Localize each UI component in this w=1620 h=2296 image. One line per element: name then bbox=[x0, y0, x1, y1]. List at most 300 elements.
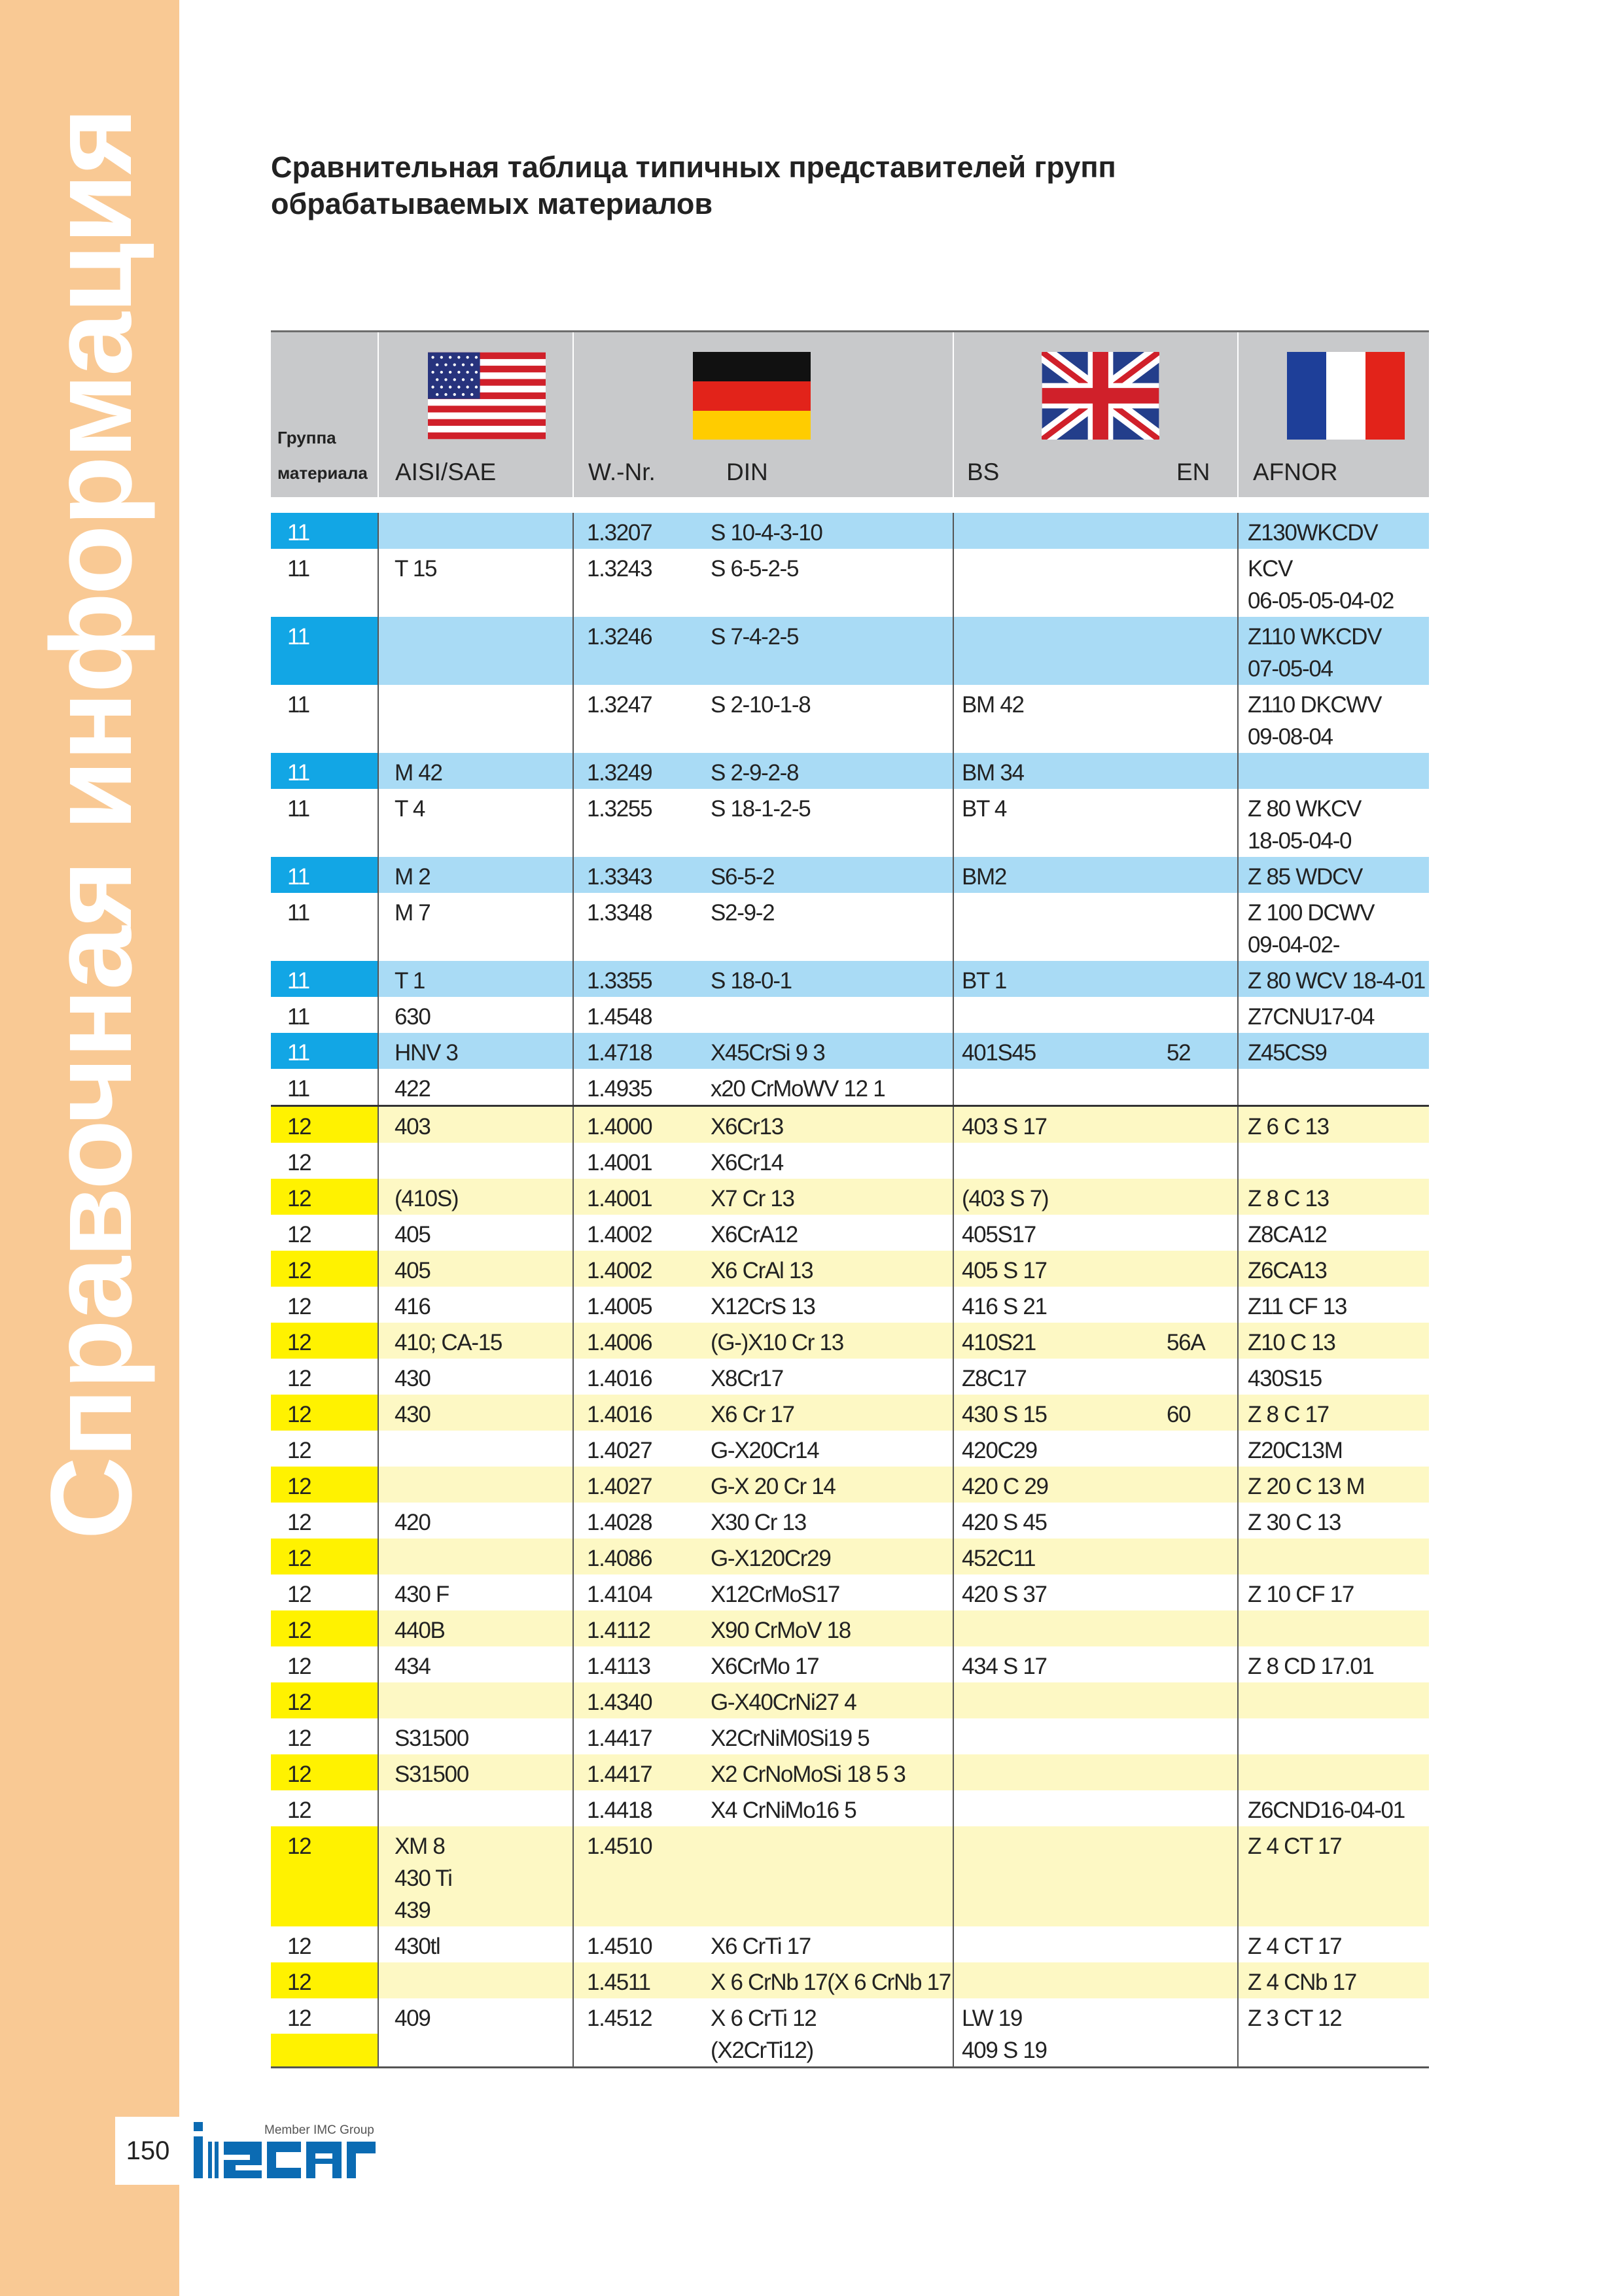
cell-group: 12 bbox=[271, 1323, 378, 1359]
cell-en bbox=[1167, 1790, 1237, 1826]
cell-aisi-line: 420 bbox=[395, 1510, 431, 1535]
cell-din bbox=[711, 1503, 953, 1539]
cell-en bbox=[1167, 685, 1237, 753]
cell-afnor bbox=[1237, 1251, 1429, 1287]
table-body bbox=[271, 513, 1429, 2066]
cell-din bbox=[711, 857, 953, 893]
cell-afnor bbox=[1237, 513, 1429, 549]
cell-din bbox=[711, 753, 953, 789]
france-flag-icon bbox=[1287, 352, 1405, 440]
cell-wnr: 1.3249 bbox=[572, 753, 711, 789]
cell-din-line: X6Cr14 bbox=[711, 1150, 783, 1175]
cell-bs-line bbox=[962, 1930, 1167, 1962]
cell-afnor bbox=[1237, 1287, 1429, 1323]
cell-en bbox=[1167, 1179, 1237, 1215]
cell-bs bbox=[953, 1682, 1167, 1718]
cell-din bbox=[711, 1395, 953, 1431]
cell-group: 11 bbox=[271, 753, 378, 789]
page-number: 150 bbox=[115, 2117, 181, 2185]
cell-din-line: X 6 CrNb 17(X 6 CrNb 17 bbox=[711, 1970, 951, 1995]
cell-afnor bbox=[1237, 549, 1429, 617]
cell-aisi-line bbox=[395, 1435, 572, 1467]
cell-din bbox=[711, 1790, 953, 1826]
cell-aisi-line: (410S) bbox=[395, 1186, 459, 1211]
cell-din bbox=[711, 1107, 953, 1143]
cell-wnr: 1.3255 bbox=[572, 789, 711, 857]
cell-en bbox=[1167, 1287, 1237, 1323]
cell-bs bbox=[953, 1467, 1167, 1503]
table-row bbox=[271, 1069, 1429, 1105]
cell-group: 12 bbox=[271, 1107, 378, 1143]
cell-bs-line bbox=[962, 621, 1167, 653]
cell-bs-line: BM2 bbox=[962, 864, 1007, 890]
cell-afnor-line bbox=[1248, 757, 1429, 789]
cell-afnor-line: Z8CA12 bbox=[1248, 1222, 1327, 1247]
cell-afnor-line: Z6CA13 bbox=[1248, 1258, 1327, 1283]
cell-bs-line: 430 S 15 bbox=[962, 1402, 1047, 1427]
cell-wnr: 1.4718 bbox=[572, 1033, 711, 1069]
table-row bbox=[271, 1179, 1429, 1215]
cell-group: 12 bbox=[287, 1798, 311, 1823]
cell-din-line: S6-5-2 bbox=[711, 864, 775, 890]
header-divider bbox=[378, 332, 379, 497]
cell-din-line: X2CrNiM0Si19 5 bbox=[711, 1726, 870, 1751]
cell-en bbox=[1167, 1574, 1237, 1610]
cell-group: 12 bbox=[271, 1395, 378, 1431]
cell-aisi bbox=[378, 1998, 572, 2066]
cell-bs-line: 420 S 37 bbox=[962, 1582, 1047, 1607]
cell-wnr: 1.4086 bbox=[572, 1539, 711, 1574]
cell-afnor bbox=[1237, 1033, 1429, 1069]
cell-group: 12 bbox=[271, 1539, 378, 1574]
cell-din bbox=[711, 1359, 953, 1395]
cell-afnor bbox=[1237, 789, 1429, 857]
cell-afnor-line: Z 85 WDCV bbox=[1248, 864, 1362, 890]
cell-group: 11 bbox=[271, 961, 378, 997]
cell-bs bbox=[953, 1179, 1167, 1215]
table-row bbox=[271, 1287, 1429, 1323]
cell-en bbox=[1167, 1646, 1237, 1682]
cell-din-line: S 2-10-1-8 bbox=[711, 692, 811, 718]
cell-en bbox=[1167, 789, 1237, 857]
table-row bbox=[271, 1395, 1429, 1431]
cell-din bbox=[711, 1323, 953, 1359]
cell-wnr: 1.4510 bbox=[572, 1826, 711, 1926]
cell-group: 12 bbox=[287, 1438, 311, 1463]
cell-afnor-line bbox=[1248, 1147, 1429, 1179]
cell-afnor-line bbox=[1248, 1722, 1429, 1754]
cell-afnor bbox=[1237, 1215, 1429, 1251]
cell-wnr: 1.3355 bbox=[572, 961, 711, 997]
cell-bs-line: 452C11 bbox=[962, 1546, 1036, 1571]
cell-din-line: X6 CrAl 13 bbox=[711, 1258, 813, 1283]
cell-din bbox=[711, 685, 953, 753]
cell-afnor bbox=[1237, 1646, 1429, 1682]
cell-afnor-line: Z 8 CD 17.01 bbox=[1248, 1654, 1374, 1679]
cell-aisi-line: 422 bbox=[395, 1076, 431, 1102]
cell-en bbox=[1167, 1069, 1237, 1105]
cell-aisi-line: 630 bbox=[395, 1004, 431, 1030]
cell-din-line: S 10-4-3-10 bbox=[711, 520, 822, 546]
cell-bs-line: 409 S 19 bbox=[962, 2038, 1047, 2063]
cell-afnor-line bbox=[1248, 1686, 1429, 1718]
cell-bs bbox=[953, 1215, 1167, 1251]
cell-bs-line bbox=[962, 1966, 1167, 1998]
cell-wnr: 1.4016 bbox=[572, 1395, 711, 1431]
cell-din bbox=[711, 997, 953, 1033]
cell-wnr: 1.4104 bbox=[572, 1574, 711, 1610]
cell-din bbox=[711, 1287, 953, 1323]
header-divider bbox=[953, 332, 954, 497]
cell-wnr: 1.4512 bbox=[572, 1998, 711, 2066]
cell-group: 12 bbox=[287, 1726, 311, 1751]
cell-bs bbox=[953, 1033, 1167, 1069]
cell-group: 11 bbox=[287, 556, 309, 582]
cell-din bbox=[711, 1033, 953, 1069]
cell-afnor bbox=[1237, 1926, 1429, 1962]
cell-en bbox=[1167, 1610, 1237, 1646]
cell-afnor bbox=[1237, 1359, 1429, 1395]
table-row bbox=[271, 1718, 1429, 1754]
cell-afnor bbox=[1237, 1467, 1429, 1503]
cell-din-line: X6Cr13 bbox=[711, 1114, 783, 1139]
cell-wnr: 1.4027 bbox=[572, 1467, 711, 1503]
cell-afnor bbox=[1237, 1503, 1429, 1539]
cell-aisi bbox=[378, 1033, 572, 1069]
header-wnr: W.-Nr. bbox=[588, 459, 656, 485]
cell-aisi-line bbox=[395, 1966, 572, 1998]
cell-aisi-line: 440B bbox=[395, 1618, 445, 1643]
header-din: DIN bbox=[726, 459, 768, 485]
cell-aisi bbox=[378, 753, 572, 789]
cell-din bbox=[711, 1539, 953, 1574]
cell-din bbox=[711, 1431, 953, 1467]
cell-din bbox=[711, 789, 953, 857]
cell-din bbox=[711, 1718, 953, 1754]
cell-aisi bbox=[378, 513, 572, 549]
cell-din-line: X45CrSi 9 3 bbox=[711, 1040, 825, 1066]
header-en: EN bbox=[1176, 459, 1210, 485]
cell-din-line: S 7-4-2-5 bbox=[711, 624, 799, 650]
page-title-line-1: Сравнительная таблица типичных представителей групп bbox=[271, 150, 1116, 184]
cell-wnr: 1.4418 bbox=[572, 1790, 711, 1826]
cell-afnor bbox=[1237, 1107, 1429, 1143]
cell-wnr: 1.3348 bbox=[572, 893, 711, 961]
cell-afnor bbox=[1237, 857, 1429, 893]
cell-aisi bbox=[378, 1215, 572, 1251]
cell-din bbox=[711, 1646, 953, 1682]
cell-bs bbox=[953, 1251, 1167, 1287]
cell-en: 56A bbox=[1167, 1330, 1205, 1355]
cell-afnor-line: Z 6 C 13 bbox=[1248, 1114, 1329, 1139]
cell-bs-line bbox=[962, 1686, 1167, 1718]
page-title-line-2: обрабатываемых материалов bbox=[271, 187, 713, 220]
table-row bbox=[271, 1359, 1429, 1395]
cell-din-line: (G-)X10 Cr 13 bbox=[711, 1330, 843, 1355]
cell-afnor-line bbox=[1248, 1073, 1429, 1105]
cell-din-line bbox=[711, 1830, 953, 1862]
cell-din bbox=[711, 617, 953, 685]
cell-din-line: X6 Cr 17 bbox=[711, 1402, 794, 1427]
cell-din bbox=[711, 549, 953, 617]
cell-bs bbox=[953, 961, 1167, 997]
cell-aisi-line bbox=[395, 1542, 572, 1574]
table-row bbox=[271, 1926, 1429, 1962]
cell-aisi-line: M 7 bbox=[395, 900, 431, 926]
cell-bs-line bbox=[962, 1830, 1167, 1862]
cell-en: 60 bbox=[1167, 1402, 1191, 1427]
cell-bs-line: 420 S 45 bbox=[962, 1510, 1047, 1535]
cell-aisi-line bbox=[395, 517, 572, 549]
cell-bs bbox=[953, 1754, 1167, 1790]
header-aisi: AISI/SAE bbox=[395, 459, 497, 485]
cell-aisi bbox=[378, 1754, 572, 1790]
cell-en bbox=[1167, 1503, 1237, 1539]
cell-aisi bbox=[378, 617, 572, 685]
cell-group: 12 bbox=[271, 1251, 378, 1287]
cell-afnor-line: 09-04-02- bbox=[1248, 932, 1340, 958]
cell-din-line: S2-9-2 bbox=[711, 900, 775, 926]
cell-wnr: 1.3207 bbox=[572, 513, 711, 549]
cell-bs-line: (403 S 7) bbox=[962, 1186, 1049, 1211]
table-row bbox=[271, 961, 1429, 997]
usa-flag-icon bbox=[428, 352, 546, 440]
cell-wnr: 1.4417 bbox=[572, 1718, 711, 1754]
cell-aisi bbox=[378, 997, 572, 1033]
cell-afnor bbox=[1237, 685, 1429, 753]
cell-afnor bbox=[1237, 1610, 1429, 1646]
cell-din-line: S 2-9-2-8 bbox=[711, 760, 799, 786]
cell-afnor-line bbox=[1248, 1542, 1429, 1574]
cell-en bbox=[1167, 617, 1237, 685]
cell-bs-line: BT 1 bbox=[962, 968, 1007, 994]
cell-group: 11 bbox=[287, 796, 309, 822]
table-row bbox=[271, 1962, 1429, 1998]
cell-din-line: x20 CrMoWV 12 1 bbox=[711, 1076, 885, 1102]
cell-group: 11 bbox=[287, 1004, 309, 1030]
cell-din-line: X7 Cr 13 bbox=[711, 1186, 794, 1211]
cell-wnr: 1.4001 bbox=[572, 1143, 711, 1179]
cell-bs bbox=[953, 1143, 1167, 1179]
cell-din-line: S 18-0-1 bbox=[711, 968, 792, 994]
comparison-table bbox=[271, 330, 1429, 2068]
cell-afnor bbox=[1237, 1682, 1429, 1718]
cell-bs bbox=[953, 1610, 1167, 1646]
cell-din-line: X12CrS 13 bbox=[711, 1294, 815, 1319]
cell-bs bbox=[953, 1646, 1167, 1682]
cell-afnor-line: Z 4 CNb 17 bbox=[1248, 1970, 1356, 1995]
cell-din bbox=[711, 1926, 953, 1962]
cell-aisi bbox=[378, 1826, 572, 1926]
cell-bs bbox=[953, 753, 1167, 789]
cell-bs bbox=[953, 1826, 1167, 1926]
cell-bs-line: 401S45 bbox=[962, 1040, 1036, 1066]
cell-group: 12 bbox=[287, 1654, 311, 1679]
table-row bbox=[271, 685, 1429, 753]
cell-din-line: G-X40CrNi27 4 bbox=[711, 1690, 856, 1715]
cell-afnor-line: Z6CND16-04-01 bbox=[1248, 1798, 1405, 1823]
cell-afnor bbox=[1237, 1998, 1429, 2066]
cell-aisi-line: S31500 bbox=[395, 1762, 468, 1787]
cell-aisi-line: M 2 bbox=[395, 864, 431, 890]
cell-afnor bbox=[1237, 1323, 1429, 1359]
cell-aisi-line: T 4 bbox=[395, 796, 425, 822]
cell-group: 12 bbox=[271, 1610, 378, 1646]
table-row bbox=[271, 1754, 1429, 1790]
cell-en bbox=[1167, 857, 1237, 893]
cell-bs-line: 405S17 bbox=[962, 1222, 1036, 1247]
cell-afnor-line: Z 80 WCV 18-4-01 bbox=[1248, 968, 1425, 994]
cell-din bbox=[711, 1179, 953, 1215]
header-divider bbox=[1237, 332, 1239, 497]
cell-bs bbox=[953, 1503, 1167, 1539]
cell-bs-line: LW 19 bbox=[962, 2006, 1023, 2031]
cell-aisi-line: XM 8 bbox=[395, 1834, 445, 1859]
table-row bbox=[271, 893, 1429, 961]
cell-din bbox=[711, 1251, 953, 1287]
cell-din-line: X6 CrTi 17 bbox=[711, 1934, 811, 1959]
cell-afnor-line: Z110 WKCDV bbox=[1248, 624, 1382, 650]
cell-aisi bbox=[378, 1467, 572, 1503]
cell-bs-line: 420C29 bbox=[962, 1438, 1037, 1463]
cell-bs bbox=[953, 1539, 1167, 1574]
cell-bs-line: 416 S 21 bbox=[962, 1294, 1047, 1319]
cell-bs bbox=[953, 1926, 1167, 1962]
cell-group: 12 bbox=[287, 1510, 311, 1535]
cell-afnor-line: Z 30 C 13 bbox=[1248, 1510, 1341, 1535]
cell-bs bbox=[953, 789, 1167, 857]
cell-din-line: X 6 CrTi 12 bbox=[711, 2006, 817, 2031]
cell-wnr: 1.3247 bbox=[572, 685, 711, 753]
cell-din-line: S 18-1-2-5 bbox=[711, 796, 811, 822]
cell-group: 11 bbox=[271, 857, 378, 893]
cell-aisi-line: S31500 bbox=[395, 1726, 468, 1751]
cell-afnor bbox=[1237, 1826, 1429, 1926]
cell-aisi-line bbox=[395, 1686, 572, 1718]
table-row bbox=[271, 1826, 1429, 1926]
cell-afnor-line: 07-05-04 bbox=[1248, 656, 1333, 682]
cell-group: 12 bbox=[271, 1467, 378, 1503]
cell-bs bbox=[953, 997, 1167, 1033]
cell-bs-line: 410S21 bbox=[962, 1330, 1036, 1355]
cell-bs-line bbox=[962, 897, 1167, 929]
table-row bbox=[271, 1143, 1429, 1179]
side-title bbox=[0, 0, 179, 2296]
cell-afnor-line: Z 10 CF 17 bbox=[1248, 1582, 1354, 1607]
cell-bs-line bbox=[962, 517, 1167, 549]
cell-en bbox=[1167, 1826, 1237, 1926]
table-row bbox=[271, 1998, 1429, 2066]
cell-afnor bbox=[1237, 617, 1429, 685]
cell-group: 12 bbox=[287, 1222, 311, 1247]
cell-bs-line: 420 C 29 bbox=[962, 1474, 1048, 1499]
cell-bs-line: 434 S 17 bbox=[962, 1654, 1047, 1679]
cell-afnor-line bbox=[1248, 1614, 1429, 1646]
cell-group: 12 bbox=[287, 1294, 311, 1319]
table-row bbox=[271, 1323, 1429, 1359]
cell-en bbox=[1167, 997, 1237, 1033]
cell-aisi-line: 430 bbox=[395, 1366, 431, 1391]
cell-din-line: (X2CrTi12) bbox=[711, 2038, 813, 2063]
cell-wnr: 1.4548 bbox=[572, 997, 711, 1033]
cell-afnor bbox=[1237, 1395, 1429, 1431]
cell-din-line: X6CrMo 17 bbox=[711, 1654, 819, 1679]
cell-en bbox=[1167, 1359, 1237, 1395]
cell-din-line: X8Cr17 bbox=[711, 1366, 783, 1391]
cell-bs bbox=[953, 1107, 1167, 1143]
cell-afnor-line: KCV bbox=[1248, 556, 1293, 582]
table-row bbox=[271, 1105, 1429, 1143]
cell-aisi-line bbox=[395, 1794, 572, 1826]
cell-bs bbox=[953, 1069, 1167, 1105]
header-group-line-1: Группа bbox=[277, 428, 336, 447]
cell-bs-line bbox=[962, 1147, 1167, 1179]
table-row bbox=[271, 513, 1429, 549]
cell-bs-line bbox=[962, 1073, 1167, 1105]
cell-din bbox=[711, 1826, 953, 1926]
cell-afnor-line: Z 4 CT 17 bbox=[1248, 1934, 1342, 1959]
cell-bs-line bbox=[962, 1001, 1167, 1033]
cell-din-line: X2 CrNoMoSi 18 5 3 bbox=[711, 1762, 906, 1787]
cell-aisi-line bbox=[395, 1470, 572, 1503]
cell-en bbox=[1167, 1143, 1237, 1179]
cell-din-line: X30 Cr 13 bbox=[711, 1510, 806, 1535]
page-title bbox=[271, 149, 1383, 222]
cell-group: 12 bbox=[287, 1582, 311, 1607]
table-row bbox=[271, 549, 1429, 617]
cell-aisi bbox=[378, 1431, 572, 1467]
cell-aisi bbox=[378, 961, 572, 997]
cell-aisi bbox=[378, 893, 572, 961]
cell-wnr: 1.4016 bbox=[572, 1359, 711, 1395]
cell-group: 12 bbox=[271, 1826, 378, 1926]
table-row bbox=[271, 1431, 1429, 1467]
cell-aisi bbox=[378, 1539, 572, 1574]
cell-aisi bbox=[378, 1682, 572, 1718]
table-row bbox=[271, 1467, 1429, 1503]
cell-group: 11 bbox=[271, 1033, 378, 1069]
cell-aisi bbox=[378, 1179, 572, 1215]
cell-din-line: G-X 20 Cr 14 bbox=[711, 1474, 836, 1499]
cell-afnor bbox=[1237, 1179, 1429, 1215]
cell-afnor-line: Z 100 DCWV bbox=[1248, 900, 1375, 926]
cell-afnor bbox=[1237, 893, 1429, 961]
cell-aisi bbox=[378, 1962, 572, 1998]
cell-aisi-line: 430 bbox=[395, 1402, 431, 1427]
table-row bbox=[271, 617, 1429, 685]
table-row bbox=[271, 1790, 1429, 1826]
cell-aisi-line: 434 bbox=[395, 1654, 431, 1679]
table-row bbox=[271, 753, 1429, 789]
cell-wnr: 1.4935 bbox=[572, 1069, 711, 1105]
cell-afnor bbox=[1237, 1962, 1429, 1998]
cell-din-line bbox=[711, 1001, 953, 1033]
cell-aisi bbox=[378, 1395, 572, 1431]
cell-bs-line bbox=[962, 1794, 1167, 1826]
cell-din-line: G-X20Cr14 bbox=[711, 1438, 819, 1463]
cell-wnr: 1.3243 bbox=[572, 549, 711, 617]
cell-afnor bbox=[1237, 1718, 1429, 1754]
cell-din-line: X12CrMoS17 bbox=[711, 1582, 840, 1607]
logo-tagline: Member IMC Group bbox=[264, 2123, 374, 2137]
cell-afnor bbox=[1237, 997, 1429, 1033]
table-row bbox=[271, 1646, 1429, 1682]
table-row bbox=[271, 1215, 1429, 1251]
cell-wnr: 1.4000 bbox=[572, 1107, 711, 1143]
cell-aisi bbox=[378, 1251, 572, 1287]
table-row bbox=[271, 857, 1429, 893]
cell-aisi-line: 430 Ti bbox=[395, 1866, 452, 1891]
